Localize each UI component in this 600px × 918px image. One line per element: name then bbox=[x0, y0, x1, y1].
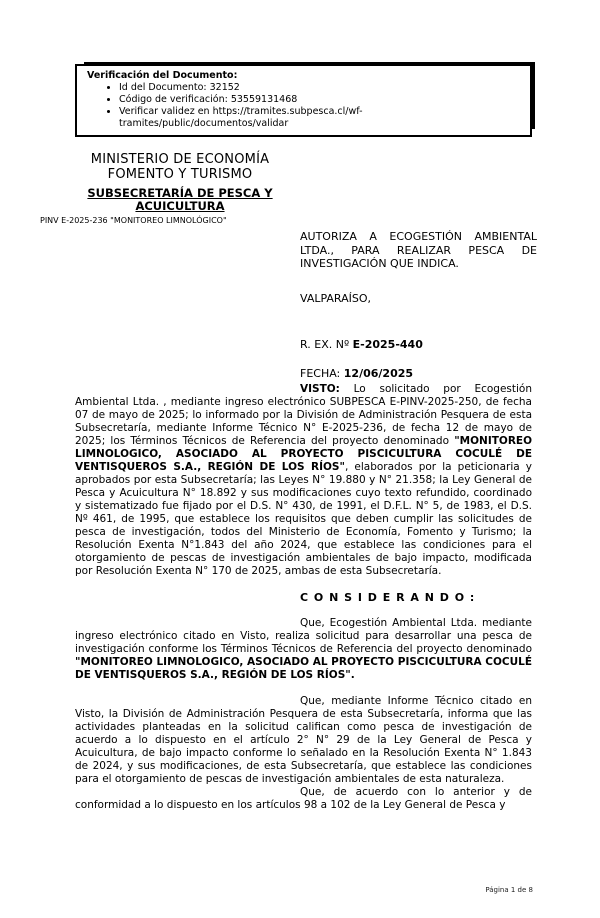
resolution-label: R. EX. Nº bbox=[300, 337, 353, 351]
city-line: VALPARAÍSO, bbox=[300, 291, 372, 305]
pinv-reference: PINV E-2025-236 "MONITOREO LIMNOLÓGICO" bbox=[40, 216, 227, 225]
verification-item-document-id: • Id del Documento: 32152 bbox=[119, 82, 524, 94]
subject-title: AUTORIZA A ECOGESTIÓN AMBIENTAL LTDA., PARA REALIZAR PESCA DE INVESTIGACIÓN QUE INDICA. bbox=[300, 230, 537, 270]
ministry-name-line1: MINISTERIO DE ECONOMÍA bbox=[90, 152, 270, 167]
visto-text-1: Lo solicitado por Ecogestión Ambiental Ltda. , mediante ingreso electrónico SUBPESCA E-PINV-2025-250, de fecha 07 de mayo de 2025; lo informado por la División de Administración Pesquera de esta Subsecretaría, mediante Informe Técnico N° E-2025-236, de fecha 12 de mayo de 2025; los Términos Técnicos de Referencia del proyecto denominado bbox=[75, 382, 532, 447]
date-line bbox=[300, 367, 537, 380]
page-number: Página 1 de 8 bbox=[485, 886, 533, 894]
considerando-paragraph-2: Que, mediante Informe Técnico citado en Visto, la División de Administración Pesquera de esta Subsecretaría, informa que las actividades planteadas en la solicitud califican como pesca de investigación de acuerdo a lo dispuesto en el artículo 2° N° 29 de la Ley General de Pesca y Acuicultura, de bajo impacto conforme lo señalado en la Resolución Exenta N° 1.843 de 2024, y sus modificaciones, de esta Subsecretaría, que establece las condiciones para el otorgamiento de pescas de investigación ambientales de esta naturaleza. bbox=[75, 694, 532, 785]
resolution-number-line bbox=[300, 338, 537, 351]
subject-block bbox=[300, 230, 537, 380]
verification-box bbox=[75, 64, 532, 137]
verification-title: Verificación del Documento: bbox=[87, 70, 238, 81]
verification-item-url: • Verificar validez en https://tramites.subpesca.cl/wf-tramites/public/documentos/validar bbox=[119, 106, 524, 130]
visto-text-2: , elaborados por la peticionaria y aprobados por esta Subsecretaría; las Leyes N° 19.880 y N° 21.358; la Ley General de Pesca y Acuicultura N° 18.892 y sus modificaciones cuyo texto refundido, coordinado y sistematizado fue fijado por el D.S. N° 430, de 1991, el D.F.L. N° 5, de 1983, el D.S. Nº 461, de 1995, que establece los requisitos que deben cumplir las solicitudes de pesca de investigación, todos del Ministerio de Economía, Fomento y Turismo; la Resolución Exenta N°1.843 del año 2024, que establece las condiciones para el otorgamiento de pescas de investigación ambientales de bajo impacto, modificada por Resolución Exenta N° 170 de 2025, ambas de esta Subsecretaría. bbox=[75, 460, 532, 577]
verification-list bbox=[87, 82, 524, 130]
visto-label: VISTO: bbox=[300, 382, 340, 395]
resolution-number: E-2025-440 bbox=[352, 337, 423, 351]
considerando-paragraph-3: Que, de acuerdo con lo anterior y de conformidad a lo dispuesto en los artículos 98 a 102 de la Ley General de Pesca y bbox=[75, 785, 532, 811]
subsecretaria-title: SUBSECRETARÍA DE PESCA Y ACUICULTURA bbox=[87, 186, 273, 213]
considerando-heading: C O N S I D E R A N D O : bbox=[300, 590, 476, 604]
ministry-header bbox=[55, 152, 305, 213]
considerando-1-text: Que, Ecogestión Ambiental Ltda. mediante ingreso electrónico citado en Visto, realiza solicitud para desarrollar una pesca de investigación conforme los Términos Técnicos de Referencia del proyecto denominado bbox=[75, 616, 532, 655]
ministry-name-line2: FOMENTO Y TURISMO bbox=[107, 167, 253, 182]
considerando-1-project-name: "MONITOREO LIMNOLOGICO, ASOCIADO AL PROYECTO PISCICULTURA COCULÉ DE VENTISQUEROS S.A., REGIÓN DE LOS RÍOS". bbox=[75, 655, 532, 681]
date-value: 12/06/2025 bbox=[343, 366, 414, 380]
visto-project-name: "MONITOREO LIMNOLOGICO, ASOCIADO AL PROYECTO PISCICULTURA COCULÉ DE VENTISQUEROS S.A., REGIÓN DE LOS RÍOS" bbox=[75, 434, 532, 473]
resolution-body bbox=[75, 383, 532, 812]
date-label: FECHA: bbox=[300, 366, 344, 380]
verification-item-code: • Código de verificación: 53559131468 bbox=[119, 94, 524, 106]
visto-paragraph bbox=[75, 383, 532, 578]
considerando-paragraph-1 bbox=[75, 617, 532, 682]
